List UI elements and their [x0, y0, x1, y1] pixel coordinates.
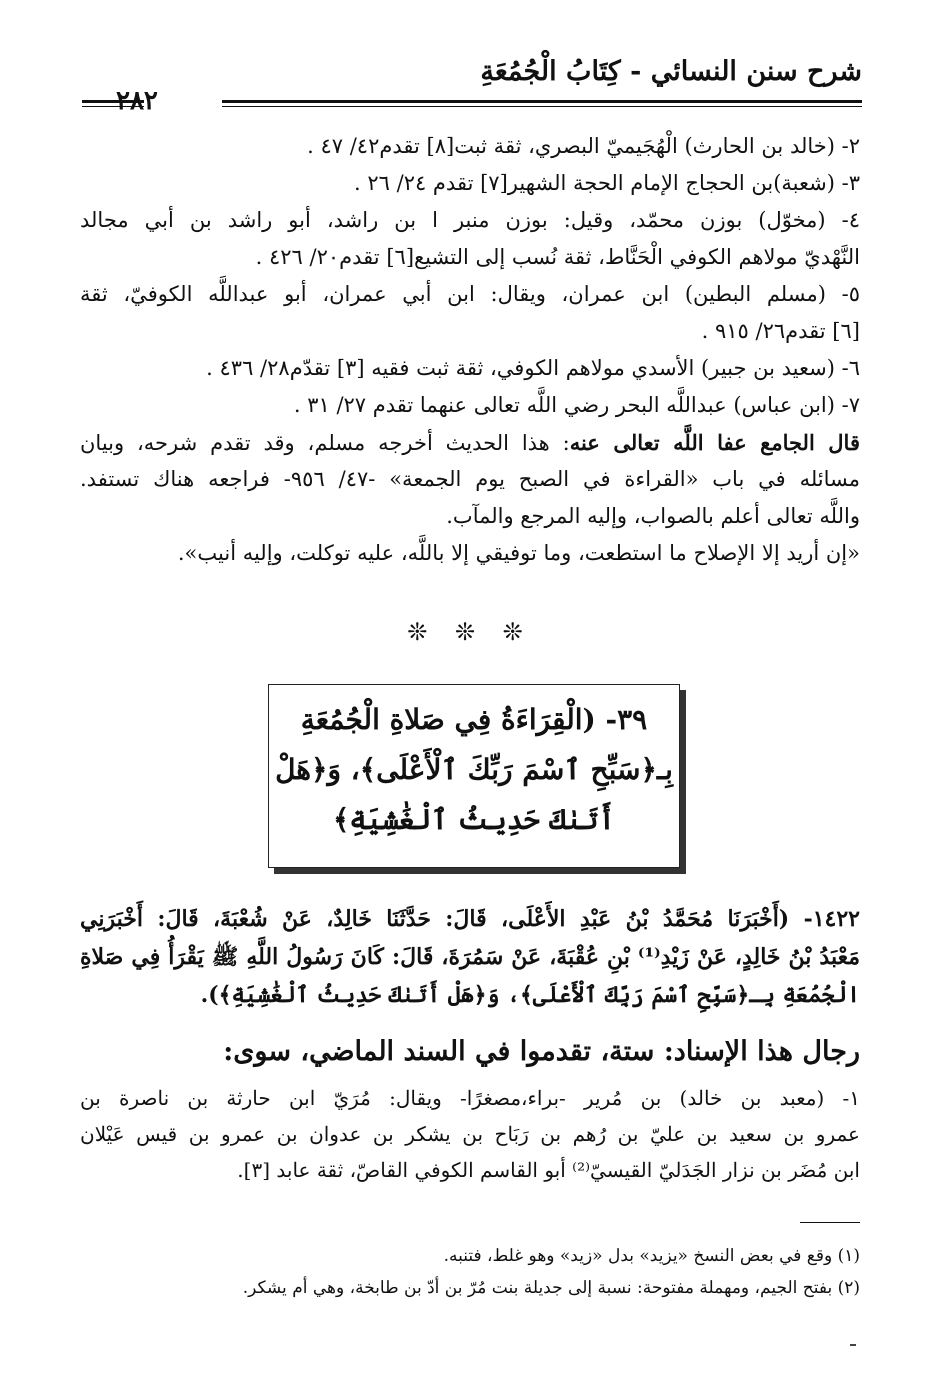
- commentary-line: [80, 424, 860, 461]
- narrator-line: ٧- (ابن عباس) عبداللَّه البحر رضي اللَّه تعالى عنهما تقدم ٢٧/ ٣١ .: [293, 393, 860, 417]
- narrator-line: النَّهْديّ مولاهم الكوفي الْحَنَّاط، ثقة نُسب إلى التشيع[٦] تقدم٢٠/ ٤٢٦ .: [255, 245, 860, 269]
- header-rule-left: [82, 100, 144, 103]
- chapter-title-line: أَتَىٰكَ حَدِيثُ ٱلْغَٰشِيَةِ﴾: [333, 803, 615, 836]
- biography-line: ١- (معبد بن خالد) بن مُرير -براء،مصغرًا- ويقال: مُرَيّ ابن حارثة بن ناصرة بن: [80, 1086, 860, 1110]
- narrator-biography: [80, 1080, 860, 1188]
- commentary-lead: قال الجامع عفا اللَّه تعالى عنه: [569, 430, 860, 455]
- biography-line: عمرو بن سعيد بن عليّ بن رُهم بن رَبَاح بن يشكر بن عدوان بن عمرو بن قيس عَيْلان: [80, 1122, 860, 1146]
- commentary-line: مسائله في باب «القراءة في الصبح يوم الجمعة» -٤٧/ ٩٥٦- فراجعه هناك تستفد.: [80, 467, 861, 491]
- chapter-title-line: ٣٩- (الْقِرَاءَةُ فِي صَلاةِ الْجُمُعَةِ: [300, 703, 648, 736]
- page-mark: [850, 1344, 856, 1346]
- rijal-heading: رجال هذا الإسناد: ستة، تقدموا في السند الماضي، سوى:: [223, 1036, 860, 1067]
- hadith-line: ١٤٢٢- (أَخْبَرَنَا مُحَمَّدُ بْنُ عَبْدِ الأَعْلَى، قَالَ: حَدَّثَنَا خَالِدٌ، عَنْ شُعْبَةَ، قَالَ: أَخْبَرَنِي: [80, 906, 860, 932]
- header-rule: [222, 100, 862, 103]
- narrator-line: ٥- (مسلم البطين) ابن عمران، ويقال: ابن أبي عمران، أبو عبداللَّه الكوفيّ، ثقة: [80, 282, 860, 306]
- footnote: (١) وقع في بعض النسخ «يزيد» بدل «زيد» وهو غلط، فتنبه.: [443, 1246, 860, 1266]
- running-title: شرح سنن النسائي - كِتَابُ الْجُمُعَةِ: [480, 56, 862, 87]
- commentary-line: «إن أريد إلا الإصلاح ما استطعت، وما توفيقي إلا باللَّه، عليه توكلت، وإليه أنيب».: [177, 541, 860, 565]
- footnotes: [80, 1240, 860, 1304]
- narrator-line: ٤- (مخوّل) بوزن محمّد، وقيل: بوزن منبر ا بن راشد، أبو راشد بن أبي مجالد: [80, 208, 860, 232]
- narrator-line: ٦- (سعيد بن جبير) الأسدي مولاهم الكوفي، ثقة ثبت فقيه [٣] تقدّم٢٨/ ٤٣٦ .: [206, 356, 860, 380]
- footnote-rule: [800, 1222, 860, 1223]
- hadith-line: مَعْبَدُ بْنُ خَالِدٍ، عَنْ زَيْدِ⁽¹⁾ بْنِ عُقْبَةَ، عَنْ سَمُرَةَ، قَالَ: كَانَ رَسُولُ اللَّهِ ﷺ يَقْرَأُ فِي صَلاةِ: [80, 944, 860, 970]
- chapter-title-line: بِـ﴿سَبِّحِ ٱسْمَ رَبِّكَ ٱلْأَعْلَى﴾، وَ﴿هَلْ: [275, 753, 673, 786]
- commentary-text: : هذا الحديث أخرجه مسلم، وقد تقدم شرحه، وبيان: [80, 431, 570, 455]
- hadith-text: [80, 900, 860, 1014]
- footnote: (٢) بفتح الجيم، ومهملة مفتوحة: نسبة إلى جديلة بنت مُرّ بن أدّ بن طابخة، وهي أم يشكر.: [242, 1278, 860, 1298]
- narrator-list: [80, 128, 860, 572]
- commentary-line: واللَّه تعالى أعلم بالصواب، وإليه المرجع والمآب.: [446, 504, 860, 528]
- header-rule-thin: [222, 106, 862, 107]
- narrator-line: ٢- (خالد بن الحارث) الْهُجَيميّ البصري، ثقة ثبت[٨] تقدم٤٢/ ٤٧ .: [307, 134, 860, 158]
- biography-line: ابن مُضَر بن نزار الجَدَليّ القيسيّ⁽²⁾ أبو القاسم الكوفي القاصّ، ثقة عابد [٣].: [237, 1158, 860, 1182]
- hadith-line: الْجُمُعَةِ بِـ﴿سَبِّحِ ٱسْمَ رَبِّكَ ٱلْأَعْلَى﴾، وَ﴿هَلْ أَتَىٰكَ حَدِيثُ ٱلْغَٰشِيَةِ﴾).: [200, 982, 860, 1008]
- page-number: ٢٨٢: [116, 86, 158, 116]
- narrator-line: [٦] تقدم٢٦/ ٩١٥ .: [701, 319, 860, 343]
- narrator-line: ٣- (شعبة)بن الحجاج الإمام الحجة الشهير[٧] تقدم ٢٤/ ٢٦ .: [354, 171, 860, 195]
- chapter-heading-box: [268, 684, 680, 868]
- section-separator: ❊ ❊ ❊: [407, 618, 533, 646]
- page-header: [82, 50, 862, 120]
- header-rule-left-thin: [82, 106, 144, 107]
